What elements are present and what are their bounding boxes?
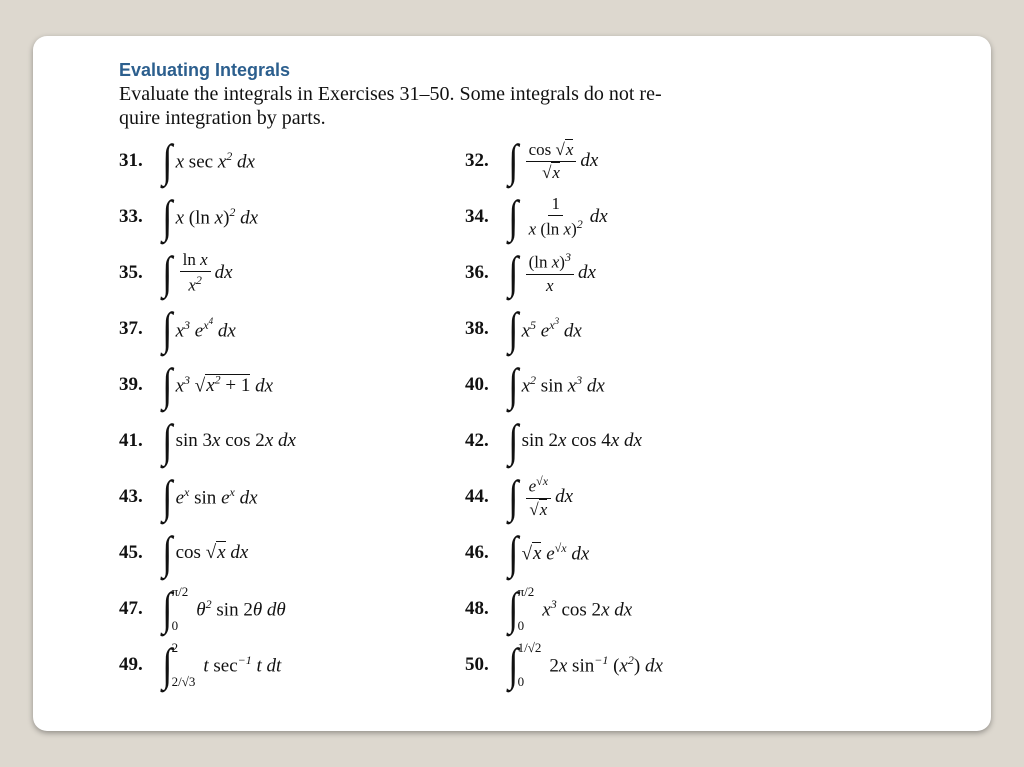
exercise-38 bbox=[465, 304, 582, 354]
exercise-number: 38. bbox=[465, 318, 489, 339]
integral-sign: ∫ bbox=[162, 583, 173, 634]
exercise-number: 41. bbox=[119, 430, 143, 451]
upper-limit: 2 bbox=[171, 640, 179, 655]
integral-limits bbox=[172, 584, 189, 634]
integrand: $\frac{(\ln x)^3}{x}$ bbox=[526, 250, 574, 296]
integrand: t $\sec^{-1} t$ dt bbox=[203, 652, 282, 677]
exercise-49 bbox=[119, 640, 281, 690]
exercise-number: 42. bbox=[465, 430, 489, 451]
exercise-50 bbox=[465, 640, 663, 690]
integrand: $\theta^2$ sin 2θ dθ bbox=[196, 596, 286, 621]
integrand: sin 2x cos 4x dx bbox=[521, 430, 642, 451]
exercise-33 bbox=[119, 192, 258, 242]
integrand: $x^3$ cos 2x dx bbox=[542, 596, 633, 621]
integral-sign: ∫ bbox=[162, 303, 173, 354]
exercise-number: 35. bbox=[119, 262, 143, 283]
integrand: x (ln x)$^2$ dx bbox=[175, 204, 259, 229]
integrand: $x^3$ $e^{x^4}$ dx bbox=[175, 315, 236, 342]
integral-sign: ∫ bbox=[508, 639, 519, 690]
integral-sign: ∫ bbox=[508, 471, 519, 522]
exercise-40 bbox=[465, 360, 605, 410]
exercise-36: 36. ∫ $\frac{(\ln x)^3}{x}$ dx bbox=[465, 247, 596, 298]
exercise-number: 48. bbox=[465, 598, 489, 619]
integral-sign: ∫ bbox=[508, 527, 519, 578]
integral-sign: ∫ bbox=[162, 191, 173, 242]
slide-card bbox=[33, 36, 991, 731]
instructions-line-1: Evaluate the integrals in Exercises 31–50. Some integrals do not re- bbox=[119, 83, 662, 105]
exercise-number: 32. bbox=[465, 150, 489, 171]
exercise-number: 43. bbox=[119, 486, 143, 507]
exercise-39 bbox=[119, 360, 273, 410]
exercise-45 bbox=[119, 528, 248, 578]
exercise-43 bbox=[119, 472, 258, 522]
integral-sign: ∫ bbox=[508, 359, 519, 410]
exercise-31 bbox=[119, 136, 255, 186]
integrand: x $\sec x^2$ dx bbox=[175, 148, 255, 173]
exercise-37 bbox=[119, 304, 236, 354]
exercise-number: 40. bbox=[465, 374, 489, 395]
exercise-number: 44. bbox=[465, 486, 489, 507]
exercise-42 bbox=[465, 416, 642, 466]
upper-limit: 1/√2 bbox=[517, 640, 542, 655]
exercise-34: 34. ∫ $\frac{1}{x (\ln x)^2}$ dx bbox=[465, 191, 608, 242]
integrand: $x^3$ $√x^2 + 1$ dx bbox=[175, 372, 274, 397]
exercise-48 bbox=[465, 584, 632, 634]
integral-sign: ∫ bbox=[162, 639, 173, 690]
lower-limit: 0 bbox=[171, 618, 179, 633]
integral-sign: ∫ bbox=[508, 191, 519, 242]
instructions-line-2: quire integration by parts. bbox=[119, 107, 326, 129]
exercise-46 bbox=[465, 528, 589, 578]
exercise-number: 39. bbox=[119, 374, 143, 395]
integral-limits bbox=[518, 584, 535, 634]
exercise-32: 32. ∫ $\frac{\cos √x}{√x}$ dx bbox=[465, 135, 599, 186]
integrand: $e^x$ $\sin e^x$ dx bbox=[175, 484, 258, 509]
integral-sign: ∫ bbox=[508, 135, 519, 186]
exercise-number: 50. bbox=[465, 654, 489, 675]
integrand: sin 3x cos 2x dx bbox=[175, 430, 296, 451]
integrand: $x^5$ $e^{x^3}$ dx bbox=[521, 315, 582, 342]
upper-limit: π/2 bbox=[171, 584, 189, 599]
exercise-number: 47. bbox=[119, 598, 143, 619]
lower-limit: 0 bbox=[517, 618, 525, 633]
integrand: $\frac{1}{x (\ln x)^2}$ bbox=[528, 194, 583, 239]
exercise-number: 37. bbox=[119, 318, 143, 339]
integrand: $x^2$ $\sin x^3$ dx bbox=[521, 372, 605, 397]
integral-sign: ∫ bbox=[508, 247, 519, 298]
integrand: $\frac{\cos √x}{√x}$ bbox=[526, 140, 577, 183]
integral-sign: ∫ bbox=[162, 247, 173, 298]
exercise-number: 31. bbox=[119, 150, 143, 171]
integrand: √x $e^{√x}$ dx bbox=[521, 540, 590, 565]
upper-limit: π/2 bbox=[517, 584, 535, 599]
integrand: cos √x dx bbox=[175, 542, 249, 563]
integral-limits bbox=[518, 640, 542, 690]
integral-sign: ∫ bbox=[162, 527, 173, 578]
integral-sign: ∫ bbox=[508, 303, 519, 354]
exercise-44: 44. ∫ $\frac{e^{√x}}{√x}$ dx bbox=[465, 471, 574, 522]
exercise-35: 35. ∫ $\frac{\text{ln x}}{x^2}$ dx bbox=[119, 247, 233, 298]
integral-sign: ∫ bbox=[508, 415, 519, 466]
integral-sign: ∫ bbox=[162, 359, 173, 410]
lower-limit: 2/√3 bbox=[171, 674, 196, 689]
exercise-number: 33. bbox=[119, 206, 143, 227]
exercise-number: 46. bbox=[465, 542, 489, 563]
exercise-number: 36. bbox=[465, 262, 489, 283]
section-heading: Evaluating Integrals bbox=[119, 60, 291, 80]
integrand: $\frac{\text{ln x}}{x^2}$ bbox=[180, 250, 211, 296]
integral-sign: ∫ bbox=[162, 415, 173, 466]
lower-limit: 0 bbox=[517, 674, 525, 689]
integral-sign: ∫ bbox=[162, 135, 173, 186]
integrand: 2x $\sin^{-1} (x^2)$ dx bbox=[549, 652, 663, 677]
integral-limits bbox=[172, 640, 196, 690]
exercise-47 bbox=[119, 584, 286, 634]
exercise-41 bbox=[119, 416, 296, 466]
exercise-number: 45. bbox=[119, 542, 143, 563]
integral-sign: ∫ bbox=[508, 583, 519, 634]
exercise-number: 49. bbox=[119, 654, 143, 675]
integral-sign: ∫ bbox=[162, 471, 173, 522]
exercise-number: 34. bbox=[465, 206, 489, 227]
integrand: $\frac{e^{√x}}{√x}$ bbox=[526, 474, 551, 520]
